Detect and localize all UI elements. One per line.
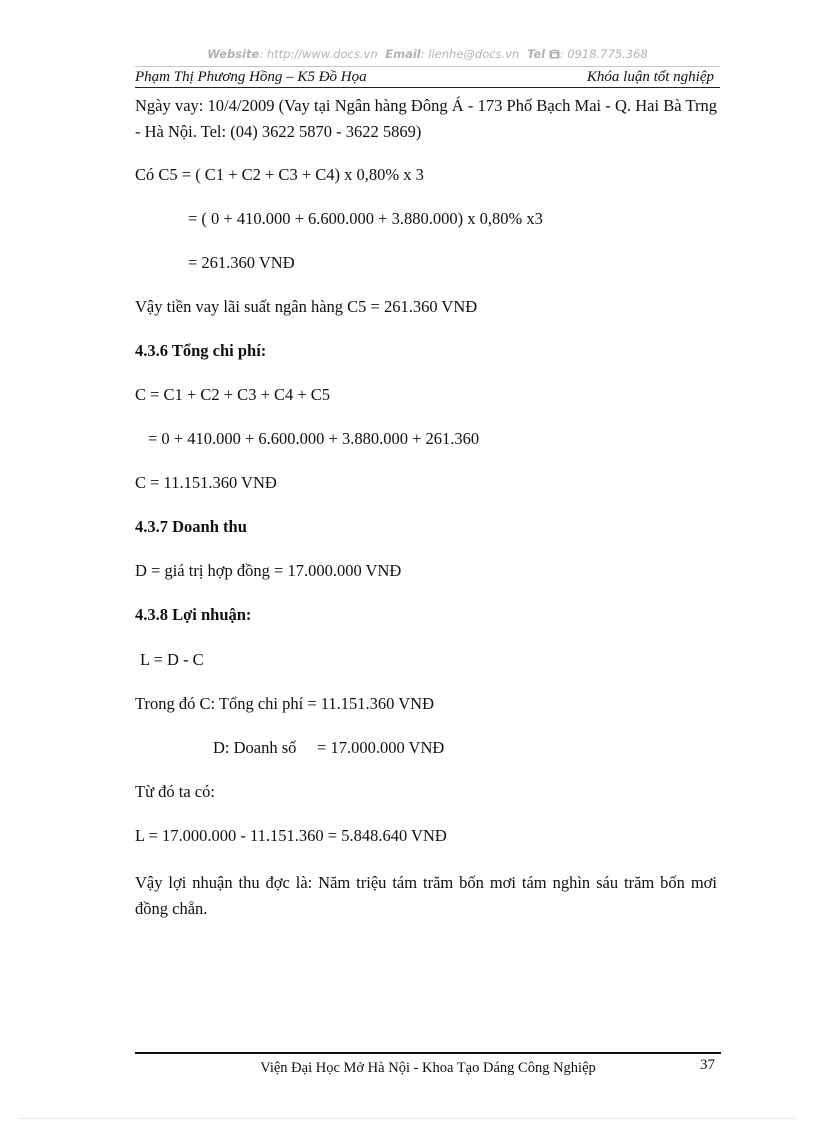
page-header — [135, 66, 720, 88]
website-value: : http://www.docs.vn — [259, 47, 378, 61]
profit-conclusion-paragraph: Vậy lợi nhuận thu đợc là: Năm triệu tám trăm bốn mơi tám nghìn sáu trăm bốn mơi đồng chẵn. — [135, 873, 717, 918]
total-cost-substitution: = 0 + 410.000 + 6.600.000 + 3.880.000 + 261.360 — [148, 429, 480, 448]
where-revenue: D: Doanh số = 17.000.000 VNĐ — [213, 738, 445, 757]
header-doc-type: Khóa luận tốt nghiệp — [586, 69, 714, 85]
footer-rule — [135, 1052, 721, 1054]
email-label: Email — [385, 47, 421, 61]
site-contact-line — [135, 47, 720, 61]
therefore-line: Từ đó ta có: — [135, 782, 215, 801]
tel-value: : 0918.775.368 — [559, 47, 648, 61]
total-cost-formula: C = C1 + C2 + C3 + C4 + C5 — [135, 385, 331, 404]
phone-icon — [549, 49, 560, 59]
c5-conclusion: Vậy tiền vay lãi suất ngân hàng C5 = 261.360 VNĐ — [135, 297, 478, 316]
c5-result: = 261.360 VNĐ — [188, 253, 295, 272]
loan-info-paragraph: Ngày vay: 10/4/2009 (Vay tại Ngân hàng Đông Á - 173 Phố Bạch Mai - Q. Hai Bà Trng - Hà Nội. Tel: (04) 3622 5870 - 3622 5869) — [135, 96, 717, 141]
section-heading-4-3-7: 4.3.7 Doanh thu — [135, 517, 247, 536]
website-label: Website — [207, 47, 260, 61]
page-number: 37 — [700, 1057, 715, 1073]
email-value: : lienhe@docs.vn — [420, 47, 520, 61]
profit-formula: L = D - C — [140, 650, 204, 669]
footer-institution: Viện Đại Học Mở Hà Nội - Khoa Tạo Dáng Công Nghiệp — [260, 1060, 596, 1076]
bottom-dotted-border — [20, 1118, 796, 1119]
c5-substitution: = ( 0 + 410.000 + 6.600.000 + 3.880.000) x 0,80% x3 — [188, 209, 543, 228]
c5-formula: Có C5 = ( C1 + C2 + C3 + C4) x 0,80% x 3 — [135, 165, 424, 184]
profit-result: L = 17.000.000 - 11.151.360 = 5.848.640 VNĐ — [135, 826, 447, 845]
total-cost-result: C = 11.151.360 VNĐ — [135, 473, 277, 492]
where-total-cost: Trong đó C: Tổng chi phí = 11.151.360 VNĐ — [135, 694, 434, 713]
tel-label: Tel — [526, 47, 546, 61]
revenue-formula: D = giá trị hợp đồng = 17.000.000 VNĐ — [135, 561, 402, 580]
header-author: Phạm Thị Phương Hồng – K5 Đồ Họa — [135, 69, 367, 85]
section-heading-4-3-8: 4.3.8 Lợi nhuận: — [135, 605, 252, 624]
section-heading-4-3-6: 4.3.6 Tổng chi phí: — [135, 341, 267, 360]
